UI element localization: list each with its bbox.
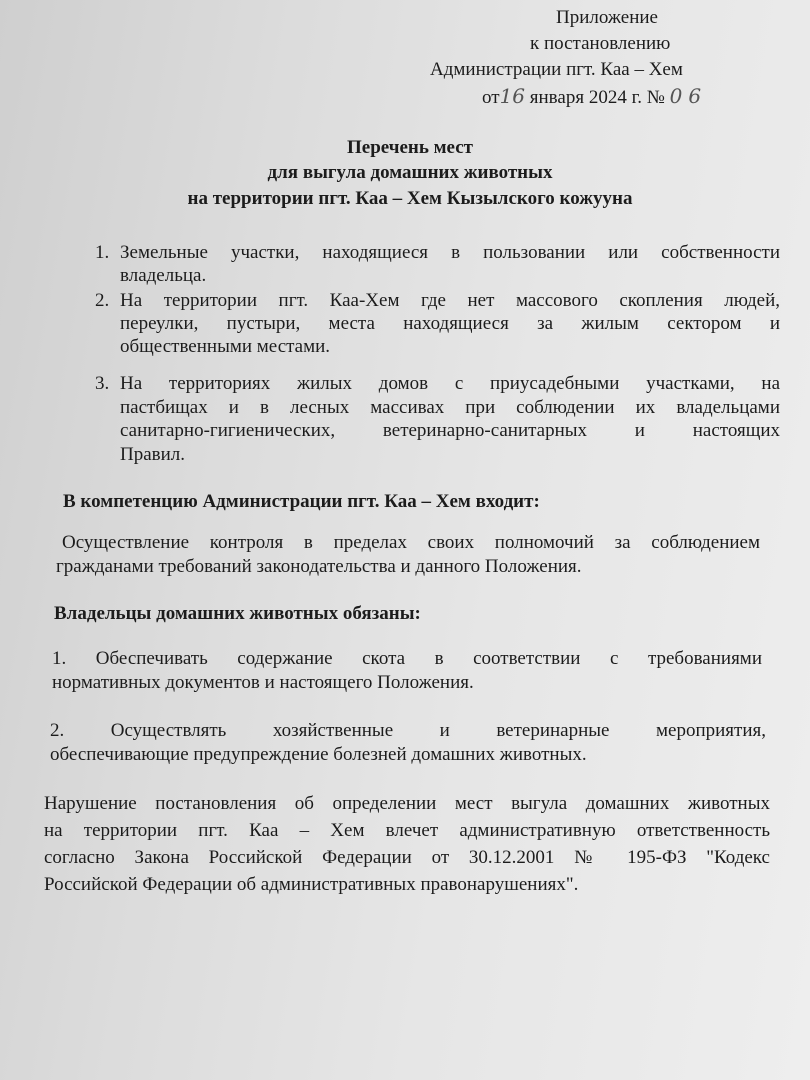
list-item-line: переулки, пустыри, места находящиеся за жилым сектором и: [120, 313, 780, 334]
paragraph-line: на территории пгт. Каа – Хем влечет административную ответственность: [44, 820, 770, 841]
list-item-line: общественными местами.: [120, 336, 331, 357]
paragraph-line: Нарушение постановления об определении мест выгула домашних животных: [44, 793, 770, 814]
list-item-line: На территории пгт. Каа-Хем где нет массового скопления людей,: [120, 290, 780, 311]
list-item-line: Земельные участки, находящиеся в пользовании или собственности: [120, 242, 780, 263]
handwritten-number: 06: [669, 84, 708, 108]
section-heading: Владельцы домашних животных обязаны:: [54, 603, 421, 624]
handwritten-day: 16: [499, 84, 526, 108]
section-heading: В компетенцию Администрации пгт. Каа – Хем входит:: [63, 491, 540, 512]
paragraph-line: 2. Осуществлять хозяйственные и ветеринарные мероприятия,: [50, 720, 766, 741]
list-item-line: На территориях жилых домов с приусадебными участками, на: [120, 373, 780, 394]
title-line: для выгула домашних животных: [267, 162, 553, 183]
paragraph-line: обеспечивающие предупреждение болезней домашних животных.: [50, 744, 587, 765]
header-line: Приложение: [556, 7, 658, 28]
list-item-line: Правил.: [120, 444, 186, 465]
list-number: 2.: [95, 290, 110, 311]
list-number: 3.: [95, 373, 110, 394]
list-item-line: владельца.: [120, 265, 207, 286]
title-line: Перечень мест: [346, 137, 473, 158]
date-prefix: от: [482, 87, 500, 108]
paragraph-line: нормативных документов и настоящего Положения.: [52, 672, 474, 693]
paragraph-line: Осуществление контроля в пределах своих полномочий за соблюдением: [62, 532, 760, 553]
paragraph-line: гражданами требований законодательства и данного Положения.: [56, 556, 582, 577]
header-date: [482, 85, 707, 109]
list-number: 1.: [95, 242, 110, 263]
paragraph-line: 1. Обеспечивать содержание скота в соответствии с требованиями: [52, 648, 762, 669]
paragraph-line: согласно Закона Российской Федерации от 30.12.2001 № 195-ФЗ "Кодекс: [44, 847, 770, 868]
list-item-line: пастбищах и в лесных массивах при соблюдении их владельцами: [120, 397, 780, 418]
header-line: к постановлению: [530, 33, 671, 54]
date-rest: января 2024 г. №: [529, 87, 665, 108]
header-line: Администрации пгт. Каа – Хем: [430, 59, 683, 80]
list-item-line: санитарно-гигиенических, ветеринарно-санитарных и настоящих: [120, 420, 780, 441]
paragraph-line: Российской Федерации об административных правонарушениях".: [44, 874, 579, 895]
title-line: на территории пгт. Каа – Хем Кызылского кожууна: [187, 188, 633, 209]
